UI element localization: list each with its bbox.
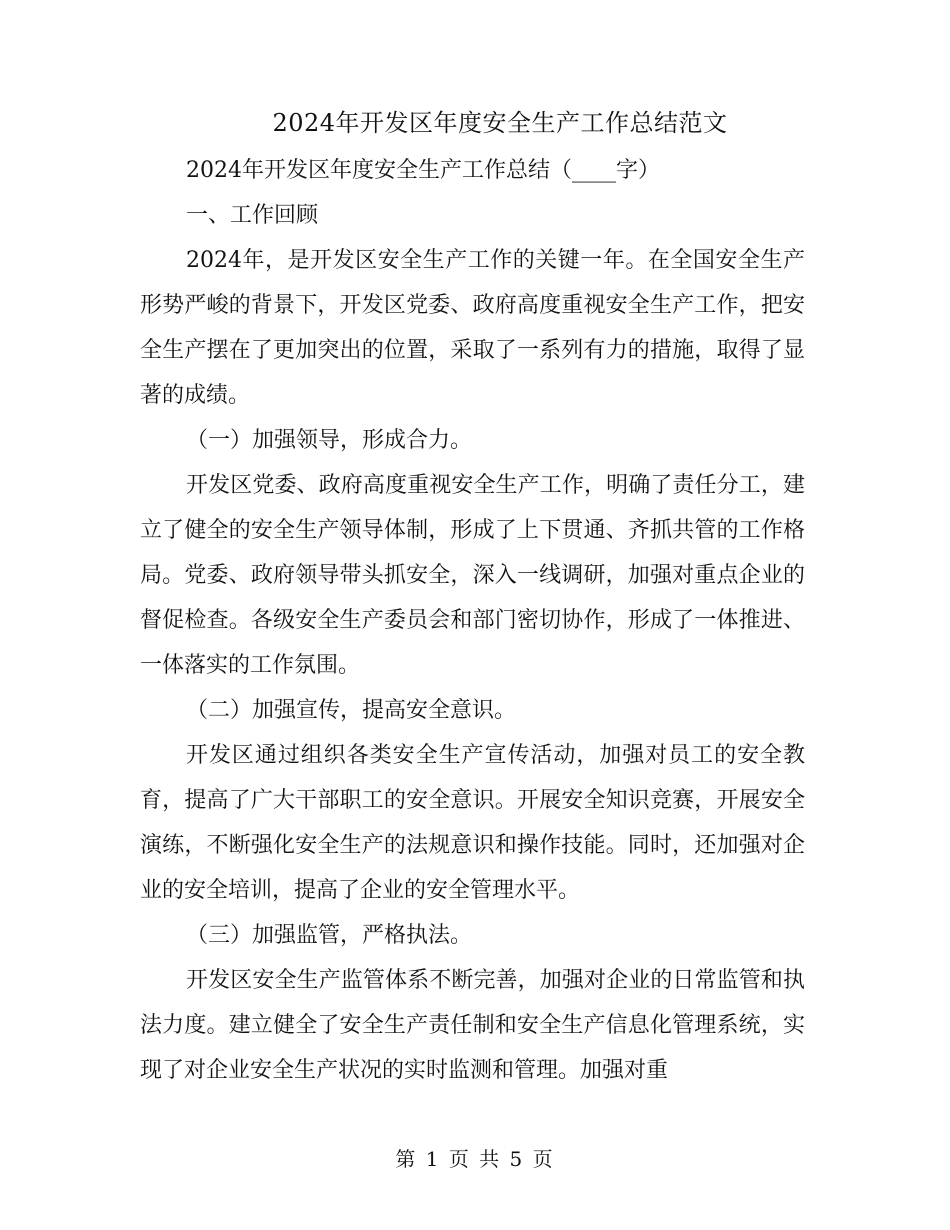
body-paragraph: 2024年，是开发区安全生产工作的关键一年。在全国安全生产形势严峻的背景下，开发区党委、政府高度重视安全生产工作，把安全生产摆在了更加突出的位置，采取了一系列有力的措施，取得了显著的成绩。 bbox=[140, 248, 805, 408]
body-paragraph: 开发区通过组织各类安全生产宣传活动，加强对员工的安全教育，提高了广大干部职工的安全意识。开展安全知识竞赛，开展安全演练，不断强化安全生产的法规意识和操作技能。同时，还加强对企业的安全培训，提高了企业的安全管理水平。 bbox=[140, 743, 805, 903]
subheading-supervision: （三）加强监管，严格执法。 bbox=[186, 923, 473, 948]
body-paragraph: 开发区安全生产监管体系不断完善，加强对企业的日常监管和执法力度。建立健全了安全生产责任制和安全生产信息化管理系统，实现了对企业安全生产状况的实时监测和管理。加强对重 bbox=[140, 968, 805, 1083]
document-body bbox=[140, 148, 805, 1093]
subheading-publicity: （二）加强宣传，提高安全意识。 bbox=[186, 698, 517, 723]
body-paragraph: 开发区党委、政府高度重视安全生产工作，明确了责任分工，建立了健全的安全生产领导体制，形成了上下贯通、齐抓共管的工作格局。党委、政府领导带头抓安全，深入一线调研，加强对重点企业的督促检查。各级安全生产委员会和部门密切协作，形成了一体推进、一体落实的工作氛围。 bbox=[140, 473, 805, 678]
subtitle-paragraph: 2024年开发区年度安全生产工作总结（____字） bbox=[186, 158, 660, 183]
page-footer: 第 1 页 共 5 页 bbox=[395, 1147, 555, 1171]
document-title: 2024年开发区年度安全生产工作总结范文 bbox=[272, 109, 728, 137]
section-heading-review: 一、工作回顾 bbox=[186, 203, 319, 228]
subheading-leadership: （一）加强领导，形成合力。 bbox=[186, 428, 473, 453]
